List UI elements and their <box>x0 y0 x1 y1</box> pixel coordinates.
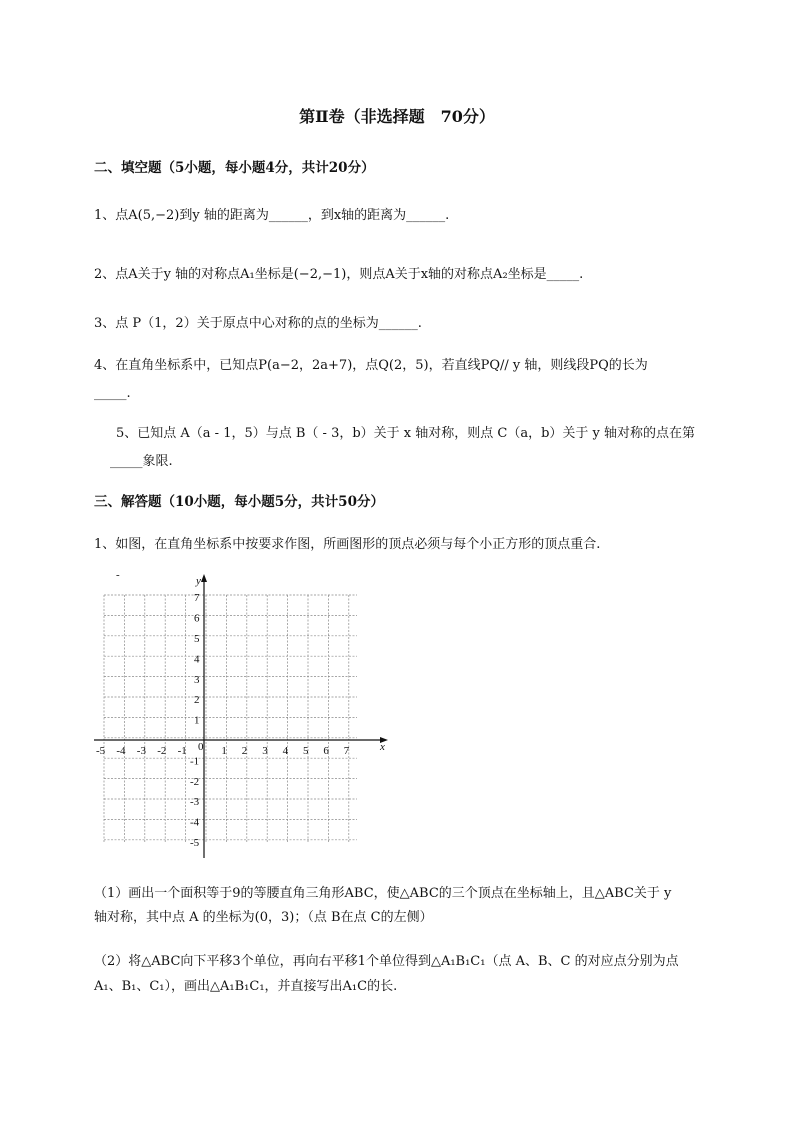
y-tick-label: -3 <box>190 796 200 809</box>
x-tick-label: 5 <box>303 745 309 757</box>
question-solve-1: 1、如图，在直角坐标系中按要求作图，所画图形的顶点必须与每个小正方形的顶点重合. <box>94 537 601 552</box>
y-tick-label: 1 <box>194 714 200 727</box>
question-fill-1: 1、点A(5,−2)到y 轴的距离为______，到x轴的距离为______. <box>94 208 450 223</box>
question-fill-4-blank: _____. <box>94 386 131 401</box>
x-tick-label: -5 <box>96 745 106 757</box>
page-title: 第Ⅱ卷（非选择题 70分） <box>299 107 495 126</box>
y-axis-label: y <box>196 575 201 587</box>
question-fill-4: 4、在直角坐标系中，已知点P(a−2，2a+7)，点Q(2，5)，若直线PQ// y 轴，则线段PQ的长为 <box>94 358 648 373</box>
question-fill-5-blank: _____象限. <box>110 454 173 469</box>
y-tick-label: -4 <box>190 816 200 829</box>
x-tick-label: -1 <box>177 745 187 757</box>
x-tick-label: 3 <box>262 745 268 757</box>
x-tick-label: 6 <box>323 745 329 757</box>
part-2-text-cont: A₁、B₁、C₁），画出△A₁B₁C₁，并直接写出A₁C的长. <box>94 979 398 994</box>
y-tick-label: 6 <box>194 612 200 625</box>
question-fill-5: 5、已知点 A（a - 1，5）与点 B（ - 3，b）关于 x 轴对称，则点 C（a，b）关于 y 轴对称的点在第 <box>116 426 696 441</box>
question-fill-2: 2、点A关于y 轴的对称点A₁坐标是(−2,−1)，则点A关于x轴的对称点A₂坐标是_____. <box>94 267 584 282</box>
part-1-text-cont: 轴对称，其中点 A 的坐标为(0，3)；（点 B在点 C的左侧） <box>94 910 433 925</box>
fill-in-section-heading: 二、填空题（5小题，每小题4分，共计20分） <box>94 160 375 176</box>
coordinate-grid-figure <box>88 568 398 860</box>
y-tick-label: 2 <box>194 694 200 707</box>
x-tick-label: -4 <box>116 745 126 757</box>
tick-labels <box>96 592 350 849</box>
y-tick-label: -2 <box>190 775 200 788</box>
axes <box>94 574 388 858</box>
x-axis-label: x <box>380 741 385 753</box>
x-tick-label: -3 <box>136 745 146 757</box>
x-tick-label: 7 <box>343 745 350 757</box>
question-fill-3: 3、点 P（1，2）关于原点中心对称的点的坐标为______. <box>94 316 422 331</box>
y-tick-label: 3 <box>194 673 200 686</box>
part-2-text: （2）将△ABC向下平移3个单位，再向右平移1个单位得到△A₁B₁C₁（点 A、B、C 的对应点分别为点 <box>94 954 679 969</box>
part-1-text: （1）画出一个面积等于9的等腰直角三角形ABC，使△ABC的三个顶点在坐标轴上，且△ABC关于 y <box>94 886 672 901</box>
grid-lines <box>104 595 357 842</box>
figure-mark: - <box>116 569 120 581</box>
y-tick-label: 7 <box>194 592 200 605</box>
y-tick-label: -1 <box>190 755 200 768</box>
origin-label: 0 <box>198 741 204 753</box>
y-tick-label: -5 <box>190 837 200 849</box>
x-tick-label: 1 <box>221 745 227 757</box>
y-axis-arrow <box>201 574 207 582</box>
x-tick-label: -2 <box>157 745 167 757</box>
x-tick-label: 4 <box>282 745 289 757</box>
y-tick-label: 4 <box>194 653 200 666</box>
x-tick-label: 2 <box>241 745 248 757</box>
y-tick-label: 5 <box>194 633 200 645</box>
solve-section-heading: 三、解答题（10小题，每小题5分，共计50分） <box>94 494 384 510</box>
